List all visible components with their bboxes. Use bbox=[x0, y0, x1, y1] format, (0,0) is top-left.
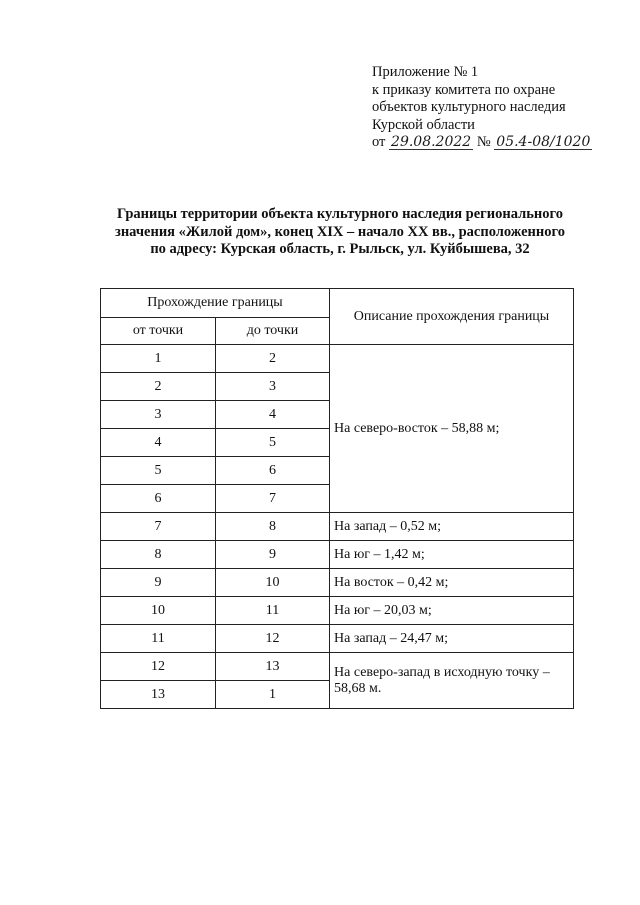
number-label: № bbox=[476, 134, 491, 150]
header-from-point: от точки bbox=[101, 318, 216, 345]
from-point-cell: 12 bbox=[101, 653, 216, 681]
to-point-cell: 3 bbox=[216, 373, 330, 401]
from-point-cell: 13 bbox=[101, 681, 216, 709]
from-point-cell: 8 bbox=[101, 541, 216, 569]
table-row bbox=[101, 653, 574, 681]
to-point-cell: 7 bbox=[216, 485, 330, 513]
to-point-cell: 1 bbox=[216, 681, 330, 709]
from-point-cell: 7 bbox=[101, 513, 216, 541]
from-label: от bbox=[372, 134, 386, 150]
description-cell: На северо-восток – 58,88 м; bbox=[330, 345, 574, 513]
order-number: 05.4-08/1020 bbox=[496, 134, 591, 150]
boundary-table bbox=[100, 288, 574, 709]
description-cell: На юг – 1,42 м; bbox=[330, 541, 574, 569]
to-point-cell: 6 bbox=[216, 457, 330, 485]
to-point-cell: 9 bbox=[216, 541, 330, 569]
appendix-line-1: Приложение № 1 bbox=[372, 64, 479, 80]
from-point-cell: 3 bbox=[101, 401, 216, 429]
to-point-cell: 10 bbox=[216, 569, 330, 597]
description-cell: На восток – 0,42 м; bbox=[330, 569, 574, 597]
description-cell: На юг – 20,03 м; bbox=[330, 597, 574, 625]
title-line-3: по адресу: Курская область, г. Рыльск, ул. Куйбышева, 32 bbox=[150, 241, 530, 257]
from-point-cell: 2 bbox=[101, 373, 216, 401]
table-row bbox=[101, 597, 574, 625]
table-row bbox=[101, 569, 574, 597]
title-line-2: значения «Жилой дом», конец XIX – начало XX вв., расположенного bbox=[115, 223, 565, 240]
from-point-cell: 9 bbox=[101, 569, 216, 597]
to-point-cell: 12 bbox=[216, 625, 330, 653]
description-cell: На запад – 0,52 м; bbox=[330, 513, 574, 541]
to-point-cell: 2 bbox=[216, 345, 330, 373]
to-point-cell: 13 bbox=[216, 653, 330, 681]
header-description: Описание прохождения границы bbox=[330, 289, 574, 345]
table-row bbox=[101, 625, 574, 653]
description-cell: На северо-запад в исходную точку – 58,68 м. bbox=[330, 653, 574, 709]
appendix-line-4: Курской области bbox=[372, 116, 475, 133]
to-point-cell: 8 bbox=[216, 513, 330, 541]
appendix-line-3: объектов культурного наследия bbox=[372, 99, 566, 115]
appendix-order-line bbox=[372, 134, 592, 152]
order-date: 29.08.2022 bbox=[391, 134, 472, 150]
from-point-cell: 4 bbox=[101, 429, 216, 457]
from-point-cell: 1 bbox=[101, 345, 216, 373]
to-point-cell: 11 bbox=[216, 597, 330, 625]
table-row bbox=[101, 345, 574, 373]
header-boundary-passage: Прохождение границы bbox=[101, 289, 330, 318]
table-row bbox=[101, 541, 574, 569]
from-point-cell: 5 bbox=[101, 457, 216, 485]
appendix-line-2: к приказу комитета по охране bbox=[372, 81, 556, 98]
to-point-cell: 4 bbox=[216, 401, 330, 429]
appendix-block bbox=[372, 64, 592, 152]
from-point-cell: 6 bbox=[101, 485, 216, 513]
header-to-point: до точки bbox=[216, 318, 330, 345]
description-cell: На запад – 24,47 м; bbox=[330, 625, 574, 653]
table-row bbox=[101, 513, 574, 541]
document-title bbox=[90, 206, 590, 259]
from-point-cell: 11 bbox=[101, 625, 216, 653]
to-point-cell: 5 bbox=[216, 429, 330, 457]
title-line-1: Границы территории объекта культурного наследия регионального bbox=[117, 206, 563, 222]
from-point-cell: 10 bbox=[101, 597, 216, 625]
